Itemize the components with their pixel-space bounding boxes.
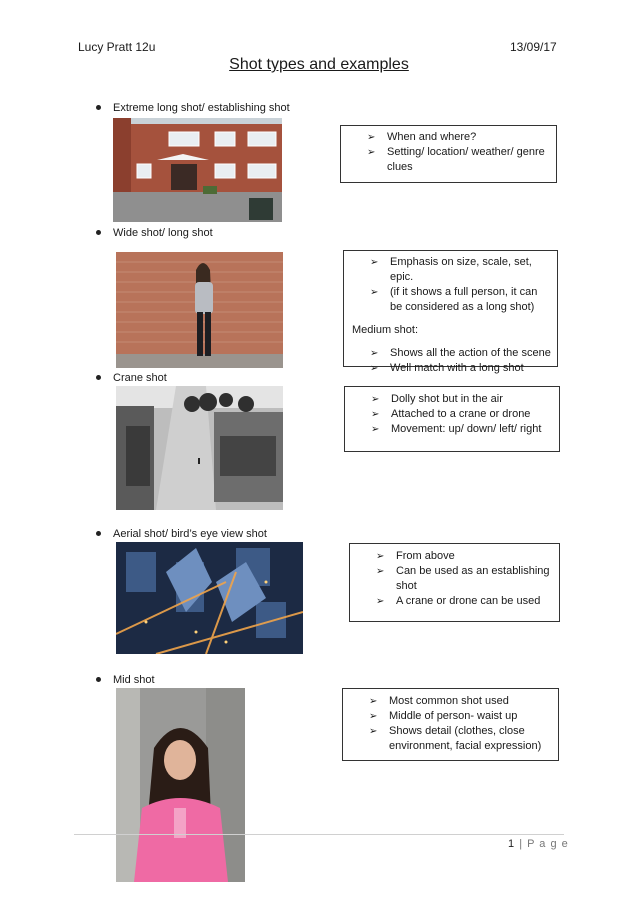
arrowhead-icon: ➢	[369, 711, 378, 722]
girl-pink-hoodie-photo	[116, 688, 245, 882]
notes-box-crane-shot	[344, 386, 560, 452]
arrowhead-icon: ➢	[370, 348, 379, 359]
medium-shot-subheading: Medium shot:	[352, 324, 419, 336]
page-number: 1 | P a g e	[508, 838, 569, 850]
arrowhead-icon: ➢	[370, 257, 379, 268]
list-item: ➢ Most common shot used	[369, 695, 509, 707]
list-item: ➢ (if it shows a full person, it can be considered as a long shot)	[370, 286, 538, 313]
arrowhead-icon: ➢	[367, 132, 376, 143]
footer-divider	[74, 834, 564, 835]
section-heading-extreme-long-shot: Extreme long shot/ establishing shot	[96, 102, 290, 114]
notes-box-extreme-long-shot	[340, 125, 557, 183]
section-heading-aerial-shot: Aerial shot/ bird’s eye view shot	[96, 528, 267, 540]
list-item: ➢ When and where?	[367, 131, 477, 143]
western-street-photo	[116, 386, 283, 510]
bullet-icon	[96, 531, 101, 536]
list-item: ➢ Well match with a long shot	[370, 362, 524, 374]
arrowhead-icon: ➢	[371, 424, 380, 435]
list-item: ➢ From above	[376, 550, 455, 562]
bullet-icon	[96, 677, 101, 682]
bullet-icon	[96, 105, 101, 110]
list-item: ➢ Setting/ location/ weather/ genre clues	[367, 146, 545, 173]
notes-box-wide-shot	[343, 250, 558, 374]
arrowhead-icon: ➢	[370, 287, 379, 298]
notes-box-mid-shot	[342, 688, 559, 761]
arrowhead-icon: ➢	[376, 551, 385, 562]
notes-box-aerial-shot	[349, 543, 560, 622]
date-header: 13/09/17	[510, 40, 557, 54]
arrowhead-icon: ➢	[376, 596, 385, 607]
arrowhead-icon: ➢	[371, 394, 380, 405]
bullet-icon	[96, 230, 101, 235]
list-item: ➢ Can be used as an establishing shot	[376, 565, 550, 592]
bullet-icon	[96, 375, 101, 380]
arrowhead-icon: ➢	[370, 363, 379, 374]
city-aerial-photo	[116, 542, 303, 654]
arrowhead-icon: ➢	[376, 566, 385, 577]
section-heading-wide-shot: Wide shot/ long shot	[96, 227, 213, 239]
page-title: Shot types and examples	[229, 56, 409, 73]
list-item: ➢ Movement: up/ down/ left/ right	[371, 423, 542, 435]
list-item: ➢ Middle of person- waist up	[369, 710, 518, 722]
arrowhead-icon: ➢	[367, 147, 376, 158]
list-item: ➢ Attached to a crane or drone	[371, 408, 531, 420]
building-photo	[113, 118, 282, 222]
girl-brick-wall-photo	[116, 252, 283, 368]
arrowhead-icon: ➢	[369, 696, 378, 707]
list-item: ➢ Shows all the action of the scene	[370, 347, 551, 359]
author-header: Lucy Pratt 12u	[78, 40, 156, 54]
list-item: ➢ Emphasis on size, scale, set, epic.	[370, 256, 532, 283]
list-item: ➢ Dolly shot but in the air	[371, 393, 503, 405]
section-heading-mid-shot: Mid shot	[96, 674, 155, 686]
list-item: ➢ A crane or drone can be used	[376, 595, 541, 607]
list-item: ➢ Shows detail (clothes, close environment, facial expression)	[369, 725, 542, 752]
arrowhead-icon: ➢	[369, 726, 378, 737]
section-heading-crane-shot: Crane shot	[96, 372, 167, 384]
arrowhead-icon: ➢	[371, 409, 380, 420]
